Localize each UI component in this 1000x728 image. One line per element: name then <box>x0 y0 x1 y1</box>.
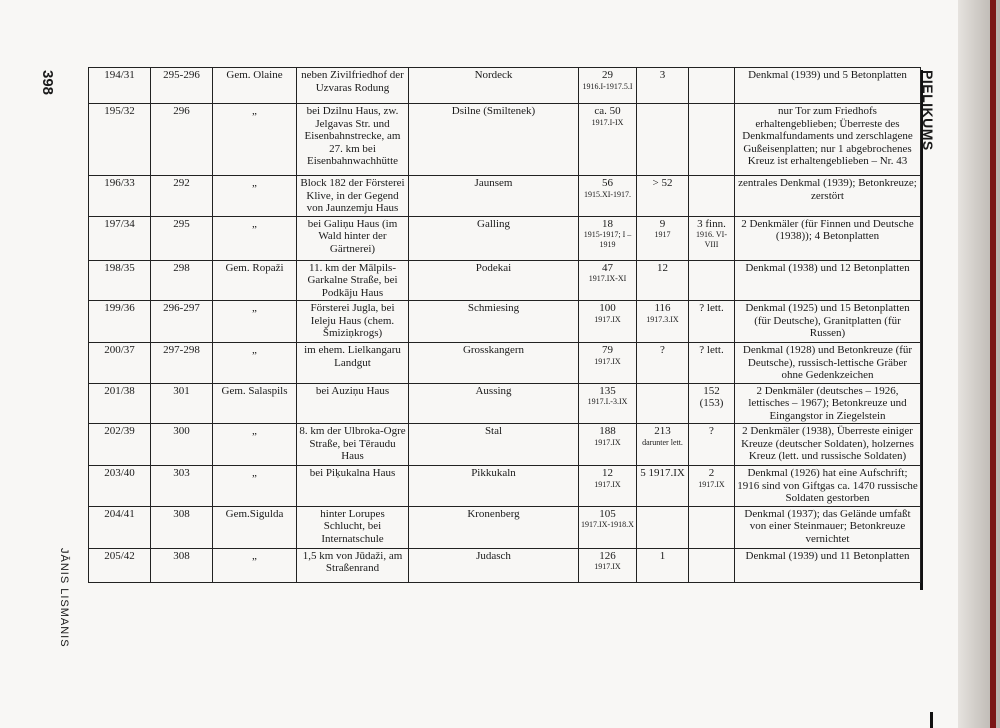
cell-municipality-text: Gem. Olaine <box>226 69 283 81</box>
cell-count-others <box>689 383 735 424</box>
cell-count-others-text: 3 finn. <box>697 217 726 230</box>
cell-kilometer <box>151 176 213 217</box>
cell-kilometer-text: 295-296 <box>163 69 200 81</box>
cell-number <box>89 104 151 176</box>
cell-number-text: 200/37 <box>104 344 135 356</box>
cell-location <box>297 301 409 343</box>
cell-extant-memorial-text: 2 Denkmäler (1938), Überreste einiger Kreuze (deutscher Soldaten), holzernes Kreuz (lett. und russische Soldaten) <box>741 425 914 462</box>
cell-number <box>89 260 151 301</box>
cell-cemetery-name <box>409 68 579 104</box>
cell-number-text: 196/33 <box>104 177 135 189</box>
cell-kilometer-text: 303 <box>173 467 190 479</box>
cell-cemetery-name-text: Dsilne (Smiltenek) <box>451 105 536 117</box>
cell-number-text: 205/42 <box>104 549 135 562</box>
cell-count-germans <box>579 548 637 582</box>
cell-municipality <box>213 68 297 104</box>
cell-count-russians-text: ? <box>660 344 665 356</box>
table-row <box>89 260 921 301</box>
table-row <box>89 506 921 548</box>
cell-municipality-text: Gem. Ropaži <box>225 261 284 274</box>
cell-extant-memorial <box>735 68 921 104</box>
cell-municipality <box>213 104 297 176</box>
cell-count-russians <box>637 104 689 176</box>
cell-location-text: bei Dzilnu Haus, zw. Jelgavas Str. und Eisenbahnstrecke, am 27. km bei Eisenbahnwachhütte <box>304 105 401 167</box>
cell-count-others-text: ? <box>709 425 714 437</box>
table-row <box>89 68 921 104</box>
cell-municipality-text: „ <box>252 549 257 562</box>
cell-kilometer-text: 308 <box>173 549 190 562</box>
cell-number-text: 198/35 <box>104 261 135 274</box>
cell-kilometer <box>151 548 213 582</box>
table-row <box>89 343 921 384</box>
cell-count-germans <box>579 424 637 466</box>
cell-cemetery-name-text: Stal <box>484 425 503 437</box>
cell-cemetery-name <box>409 506 579 548</box>
cell-number <box>89 301 151 343</box>
cell-location-text: hinter Lorupes Schlucht, bei Internatschule <box>320 507 385 545</box>
cell-kilometer <box>151 216 213 260</box>
book-edge <box>990 0 996 728</box>
cell-count-russians-dates: 1917.3.IX <box>646 314 679 324</box>
cell-kilometer <box>151 343 213 384</box>
cell-cemetery-name <box>409 424 579 466</box>
cell-number <box>89 216 151 260</box>
cell-municipality-text: „ <box>252 302 257 314</box>
cell-count-russians <box>637 424 689 466</box>
cell-municipality <box>213 383 297 424</box>
cell-count-others-text: 152 (153) <box>699 384 724 409</box>
cell-municipality <box>213 216 297 260</box>
cell-location-text: Försterei Jugla, bei Ieleju Haus (chem. Šmiziņkrogs) <box>310 302 395 339</box>
cell-cemetery-name <box>409 176 579 217</box>
cell-count-germans-dates: 1915-1917; I – 1919 <box>583 230 632 249</box>
cell-cemetery-name-text: Kronenberg <box>467 507 520 520</box>
cell-cemetery-name-text: Podekai <box>475 261 512 274</box>
cell-cemetery-name <box>409 383 579 424</box>
cell-count-germans-text: ca. 50 <box>594 105 621 117</box>
page-number: 398 <box>39 70 56 96</box>
cell-count-germans <box>579 301 637 343</box>
cell-count-russians <box>637 176 689 217</box>
cell-count-russians-text: > 52 <box>652 177 673 189</box>
cell-kilometer-text: 295 <box>173 217 190 230</box>
cell-location-text: Block 182 der Försterei Klive, in der Gegend von Jaunzemju Haus <box>300 177 405 214</box>
cell-location-text: bei Galiņu Haus (im Wald hinter der Gärtnerei) <box>307 217 398 255</box>
cell-kilometer <box>151 383 213 424</box>
cell-count-russians <box>637 343 689 384</box>
cell-location-text: im ehem. Lielkangaru Landgut <box>304 344 401 369</box>
cell-count-germans <box>579 216 637 260</box>
cell-location <box>297 68 409 104</box>
cell-count-germans-text: 18 <box>602 217 613 230</box>
cell-extant-memorial <box>735 176 921 217</box>
cell-location <box>297 548 409 582</box>
cell-count-germans-dates: 1917.IX-1918.X <box>581 520 634 529</box>
cell-count-germans-text: 188 <box>599 425 616 437</box>
cell-location-text: bei Auziņu Haus <box>315 384 390 397</box>
cell-kilometer <box>151 466 213 507</box>
cell-municipality-text: „ <box>252 177 257 189</box>
cell-kilometer-text: 301 <box>173 384 190 397</box>
cell-extant-memorial <box>735 343 921 384</box>
cell-number-text: 204/41 <box>104 507 135 520</box>
cell-number-text: 197/34 <box>104 217 135 230</box>
table-row <box>89 176 921 217</box>
cell-number-text: 203/40 <box>104 467 135 479</box>
cell-count-russians <box>637 260 689 301</box>
cell-count-russians <box>637 68 689 104</box>
table-row <box>89 424 921 466</box>
cell-cemetery-name-text: Galling <box>477 217 510 230</box>
cell-number <box>89 424 151 466</box>
cell-location-text: bei Piķukalna Haus <box>309 467 396 479</box>
cell-location-text: 1,5 km von Jūdaži, am Straßenrand <box>302 549 403 574</box>
cell-kilometer-text: 298 <box>173 261 190 274</box>
cell-extant-memorial-text: Denkmal (1928) und Betonkreuze (für Deutsche), russisch-lettische Gräber ohne Gedenkzeichen <box>742 344 913 381</box>
cell-cemetery-name <box>409 216 579 260</box>
cell-location <box>297 383 409 424</box>
cell-extant-memorial <box>735 104 921 176</box>
cell-count-others <box>689 176 735 217</box>
cell-location-text: neben Zivilfriedhof der Uzvaras Rodung <box>301 69 404 94</box>
cell-count-russians <box>637 548 689 582</box>
cell-count-others-text: ? lett. <box>699 344 724 356</box>
table-row <box>89 548 921 582</box>
cell-municipality <box>213 176 297 217</box>
cell-municipality <box>213 466 297 507</box>
cell-kilometer <box>151 506 213 548</box>
cell-count-germans-dates: 1917.IX-XI <box>588 274 627 283</box>
cell-count-germans-dates: 1917.I-IX <box>591 117 624 127</box>
cell-municipality-text: „ <box>252 425 257 437</box>
cell-count-russians <box>637 506 689 548</box>
cell-location <box>297 176 409 217</box>
cell-extant-memorial-text: zentrales Denkmal (1939); Betonkreuze; zerstört <box>738 177 917 202</box>
cell-count-germans-dates: 1915.XI-1917. <box>583 189 632 199</box>
cell-count-germans <box>579 466 637 507</box>
cell-kilometer <box>151 104 213 176</box>
cell-count-others-dates: 1917.IX <box>698 479 725 489</box>
cell-location <box>297 104 409 176</box>
cell-count-germans-text: 29 <box>602 69 613 81</box>
cell-number-text: 194/31 <box>104 69 135 81</box>
cell-number <box>89 68 151 104</box>
cell-count-germans-text: 79 <box>602 344 613 356</box>
cell-kilometer <box>151 260 213 301</box>
cell-count-germans-text: 12 <box>602 467 613 479</box>
cell-cemetery-name <box>409 466 579 507</box>
cell-location <box>297 424 409 466</box>
table-row <box>89 301 921 343</box>
cell-extant-memorial <box>735 216 921 260</box>
cell-kilometer-text: 297-298 <box>163 344 200 356</box>
cell-count-germans <box>579 176 637 217</box>
cell-count-russians-text: 3 <box>659 69 666 81</box>
cell-count-russians-text: 5 1917.IX <box>640 467 685 479</box>
cell-count-others-text: ? lett. <box>699 302 724 314</box>
cell-extant-memorial <box>735 383 921 424</box>
cell-number <box>89 343 151 384</box>
cell-count-others <box>689 343 735 384</box>
cell-count-others <box>689 548 735 582</box>
cell-kilometer <box>151 424 213 466</box>
cell-count-others-text: 2 <box>708 467 715 479</box>
cell-extant-memorial-text: Denkmal (1938) und 12 Betonplatten <box>745 261 910 274</box>
table-row <box>89 216 921 260</box>
cell-kilometer <box>151 301 213 343</box>
cell-number-text: 195/32 <box>104 105 135 117</box>
cell-count-russians-text: 1 <box>659 549 666 562</box>
cell-count-germans-text: 47 <box>602 261 613 274</box>
cell-location <box>297 343 409 384</box>
cell-cemetery-name-text: Nordeck <box>474 69 513 81</box>
cemetery-table <box>88 67 921 583</box>
cell-extant-memorial-text: Denkmal (1926) hat eine Aufschrift; 1916 sind von Giftgas ca. 1470 russische Soldaten gestorben <box>737 467 918 504</box>
cell-cemetery-name-text: Schmiesing <box>467 302 520 314</box>
cell-count-russians <box>637 383 689 424</box>
cell-location <box>297 260 409 301</box>
cell-cemetery-name-text: Grosskangern <box>462 344 525 356</box>
cell-location <box>297 466 409 507</box>
cell-count-germans-dates: 1917.IX <box>594 437 621 447</box>
cell-municipality-text: „ <box>252 217 257 230</box>
cell-count-russians <box>637 216 689 260</box>
cell-number <box>89 548 151 582</box>
cell-count-germans-text: 105 <box>599 507 616 520</box>
cell-extant-memorial-text: Denkmal (1939) und 11 Betonplatten <box>745 549 910 562</box>
cell-municipality-text: „ <box>252 344 257 356</box>
cell-count-germans-dates: 1917.IX <box>594 314 621 324</box>
cell-count-others <box>689 301 735 343</box>
cell-kilometer-text: 292 <box>173 177 190 189</box>
cell-kilometer-text: 308 <box>173 507 190 520</box>
cell-count-russians <box>637 301 689 343</box>
cell-municipality-text: „ <box>252 467 257 479</box>
cell-cemetery-name <box>409 104 579 176</box>
cell-number <box>89 506 151 548</box>
cell-count-others <box>689 424 735 466</box>
cell-count-russians-text: 9 <box>659 217 666 230</box>
cell-number <box>89 176 151 217</box>
cell-count-germans-text: 126 <box>599 549 616 562</box>
cell-location-text: 8. km der Ulbroka-Ogre Straße, bei Tēraudu Haus <box>299 425 406 462</box>
cell-number <box>89 466 151 507</box>
cell-extant-memorial-text: Denkmal (1939) und 5 Betonplatten <box>748 69 907 81</box>
cell-count-germans-dates: 1917.IX <box>594 562 621 571</box>
cell-kilometer-text: 296-297 <box>163 302 200 314</box>
cell-municipality-text: Gem.Sigulda <box>225 507 284 520</box>
cell-count-germans-dates: 1917.IX <box>594 479 621 489</box>
cell-number-text: 201/38 <box>104 384 135 397</box>
cell-extant-memorial-text: nur Tor zum Friedhofs erhaltengeblieben; Überreste des Denkmalfundaments und zerschlagene Gußeisenplatten; nur 1 abgebrochenes Kreuz ist erhaltengeblieben – Nr. 43 <box>742 105 913 167</box>
cell-count-germans <box>579 506 637 548</box>
cell-count-others <box>689 104 735 176</box>
cell-municipality <box>213 260 297 301</box>
cell-extant-memorial-text: Denkmal (1925) und 15 Betonplatten (für Deutsche), Granitplatten (für Russen) <box>745 302 910 339</box>
cell-cemetery-name <box>409 343 579 384</box>
cell-cemetery-name <box>409 260 579 301</box>
cell-count-germans <box>579 383 637 424</box>
cell-count-others <box>689 466 735 507</box>
cell-municipality <box>213 301 297 343</box>
cell-count-germans-text: 135 <box>599 384 616 397</box>
cell-extant-memorial <box>735 260 921 301</box>
cell-count-russians-dates: darunter lett. <box>642 437 683 447</box>
cell-count-others-dates: 1916. VI-VIII <box>696 230 727 249</box>
cell-count-germans-dates: 1917.I.-3.IX <box>587 397 628 406</box>
cell-count-others <box>689 260 735 301</box>
cell-extant-memorial <box>735 548 921 582</box>
cell-municipality <box>213 424 297 466</box>
cell-extant-memorial <box>735 506 921 548</box>
cell-location-text: 11. km der Mālpils-Garkalne Straße, bei Podkāju Haus <box>307 261 398 299</box>
cell-count-germans <box>579 343 637 384</box>
table-body <box>89 68 921 583</box>
corner-mark <box>930 712 933 728</box>
cell-count-germans-dates: 1917.IX <box>594 356 621 366</box>
cell-count-germans <box>579 260 637 301</box>
cell-municipality <box>213 506 297 548</box>
cell-cemetery-name-text: Jaunsem <box>474 177 513 189</box>
cell-extant-memorial <box>735 301 921 343</box>
cell-municipality-text: Gem. Salaspils <box>221 384 288 397</box>
cell-count-russians-text: 12 <box>657 261 668 274</box>
cell-cemetery-name-text: Pikkukaln <box>471 467 516 479</box>
cell-extant-memorial-text: 2 Denkmäler (für Finnen und Deutsche (1938)); 4 Betonplatten <box>741 217 914 242</box>
cell-count-others <box>689 506 735 548</box>
cell-count-others <box>689 216 735 260</box>
cell-count-russians-dates: 1917 <box>654 230 671 239</box>
table-row <box>89 104 921 176</box>
cell-municipality-text: „ <box>252 105 257 117</box>
running-head-author: JĀNIS LISMANIS <box>58 548 70 648</box>
cell-extant-memorial <box>735 466 921 507</box>
cell-count-russians-text: 213 <box>654 425 671 437</box>
cell-count-russians <box>637 466 689 507</box>
cell-count-others <box>689 68 735 104</box>
section-title: PIELIKUMS <box>920 70 936 151</box>
cell-location <box>297 216 409 260</box>
cell-count-germans <box>579 68 637 104</box>
cell-extant-memorial <box>735 424 921 466</box>
cell-cemetery-name <box>409 548 579 582</box>
cell-municipality <box>213 343 297 384</box>
table-row <box>89 466 921 507</box>
cell-number <box>89 383 151 424</box>
cell-count-germans-dates: 1916.I-1917.5.I <box>582 81 633 91</box>
cell-count-germans-text: 100 <box>599 302 616 314</box>
cell-kilometer <box>151 68 213 104</box>
table-row <box>89 383 921 424</box>
cell-number-text: 202/39 <box>104 425 135 437</box>
cell-cemetery-name-text: Aussing <box>475 384 512 397</box>
cell-count-germans-text: 56 <box>602 177 613 189</box>
cell-count-germans <box>579 104 637 176</box>
cell-municipality <box>213 548 297 582</box>
cell-kilometer-text: 300 <box>173 425 190 437</box>
cell-cemetery-name <box>409 301 579 343</box>
cell-kilometer-text: 296 <box>173 105 190 117</box>
cell-location <box>297 506 409 548</box>
cell-number-text: 199/36 <box>104 302 135 314</box>
cell-count-russians-text: 116 <box>654 302 671 314</box>
cell-extant-memorial-text: 2 Denkmäler (deutsches – 1926, lettisches – 1967); Betonkreuze und Eingangstor in Ziegelstein <box>748 384 907 422</box>
cell-cemetery-name-text: Judasch <box>476 549 511 562</box>
cell-extant-memorial-text: Denkmal (1937); das Gelände umfaßt von einer Steinmauer; Betonkreuze vernichtet <box>744 507 911 545</box>
